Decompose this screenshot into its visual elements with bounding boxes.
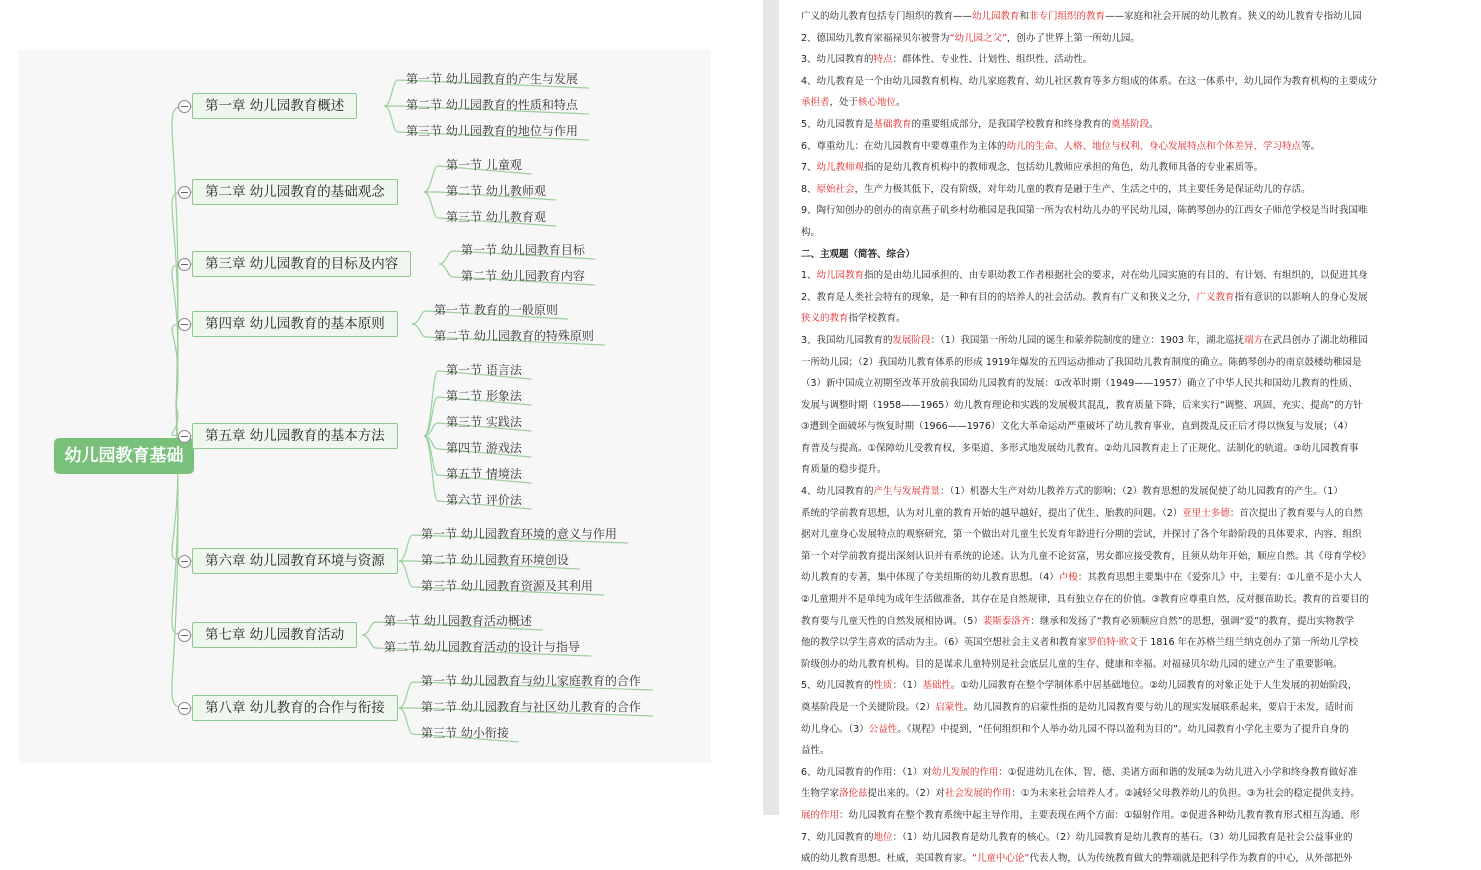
document-text-run: 3、我国幼儿园教育的 (801, 334, 893, 346)
section-node[interactable]: 第二节 幼儿园教育环境创设 (421, 553, 569, 567)
section-node[interactable]: 第二节 幼儿园教育与社区幼儿教育的合作 (421, 700, 641, 714)
document-line (801, 416, 1481, 438)
document-text-run: 育普及与提高。①保障幼儿受教育权，多渠道、多形式地发展幼儿教育。②幼儿园教育走上了正规化、法制化的轨道。③幼儿园教育事 (801, 442, 1359, 454)
document-text-run: 第一个对学前教育提出深刻认识并有系统的论述。认为儿童不论贫富，男女都应接受教育，且须从幼年开始，顺应自然。其《母育学校》 (801, 550, 1372, 562)
section-node[interactable]: 第三节 幼小衔接 (421, 726, 509, 740)
document-text-run: 6、尊重幼儿：在幼儿园教育中要尊重作为主体的 (801, 140, 1007, 152)
highlighted-term: 发展阶段 (892, 334, 931, 346)
document-text-run: 指的是幼儿教育机构中的教师观念，包括幼儿教师应承担的角色，幼儿教师具备的专业素质等。 (864, 162, 1264, 174)
highlighted-term: 幼儿的生命、人格、地位与权利、身心发展特点和个体差异、学习特点 (1006, 140, 1302, 152)
document-text-run: 4、幼儿教育是一个由幼儿园教育机构、幼儿家庭教育、幼儿社区教育等多方组成的体系。在这一体系中，幼儿园作为教育机构的主要成分 (801, 75, 1378, 87)
mindmap-panel (0, 0, 763, 815)
document-text-run: ，处于 (829, 97, 859, 109)
document-text-run: 6、幼儿园教育的作用：（1）对 (801, 766, 932, 778)
document-text-run: ：幼儿园教育在整个教育系统中起主导作用，主要表现在两个方面：①辐射作用。②促进各种幼儿教育教育形式相互沟通、形 (839, 809, 1360, 821)
section-node[interactable]: 第一节 幼儿园教育活动概述 (384, 614, 532, 628)
document-text-run: 。 (896, 97, 906, 109)
highlighted-term: 亚里士多德 (1182, 507, 1230, 519)
collapse-toggle-icon[interactable] (178, 258, 191, 271)
highlighted-term: 幼儿园教育 (816, 270, 865, 282)
section-node[interactable]: 第二节 幼儿园教育的特殊原则 (434, 329, 594, 343)
document-line (801, 330, 1481, 352)
section-node[interactable]: 第二节 形象法 (446, 389, 522, 403)
document-text-run: ②儿童期并不是单纯为成年生活做准备，其存在是自然规律，具有独立存在的价值。③教育应尊重自然，反对揠苗助长。教育的首要目的 (801, 594, 1370, 606)
highlighted-term: 产生与发展背景 (873, 486, 941, 498)
document-text-run: ，生产力极其低下，没有阶级，对年幼儿童的教育是融于生产、生活之中的，其主要任务是保证幼儿的存活。 (854, 183, 1311, 195)
document-line (801, 6, 1481, 28)
highlighted-term: 启蒙性 (935, 702, 964, 713)
collapse-toggle-icon[interactable] (178, 430, 191, 443)
document-line (801, 265, 1481, 287)
highlighted-term: 地位 (873, 831, 893, 843)
document-text-run: ：首次提出了教育要与人的自然 (1229, 507, 1363, 519)
document-line (801, 697, 1481, 719)
highlighted-term: 洛伦兹 (839, 788, 868, 800)
document-text-run: 9、陶行知创办的创办的南京燕子矶乡村幼稚园是我国第一所为农村幼儿办的平民幼儿园，陈鹤琴创办的江西女子师范学校是当时我国唯 (801, 205, 1368, 217)
section-node[interactable]: 第一节 儿童观 (446, 158, 522, 172)
section-node[interactable]: 第二节 幼儿教师观 (446, 184, 546, 198)
section-node[interactable]: 第二节 幼儿园教育内容 (461, 269, 585, 283)
chapter-node[interactable]: 第七章 幼儿园教育活动 (192, 622, 357, 648)
document-line (801, 719, 1481, 741)
document-line (801, 71, 1481, 93)
highlighted-term: 特点 (873, 54, 893, 66)
collapse-toggle-icon[interactable] (178, 629, 191, 642)
section-node[interactable]: 第二节 幼儿园教育活动的设计与指导 (384, 640, 580, 654)
document-text-run: 指有意识的以影响人的身心发展 (1234, 291, 1368, 303)
document-text-run: 教育要与儿童天性的自然发展相协调。（5） (801, 615, 983, 627)
document-text-run: 5、幼儿园教育是 (801, 118, 874, 130)
document-line (801, 244, 1481, 266)
document-line (801, 567, 1481, 589)
mindmap-root-node[interactable]: 幼儿园教育基础 (54, 438, 194, 474)
document-line (801, 524, 1481, 546)
document-text-run: 7、 (801, 162, 817, 174)
document-text-run: 的重要组成部分，是我国学校教育和终身教育的 (911, 118, 1112, 130)
document-text-run: ：（1） (892, 680, 923, 692)
section-node[interactable]: 第三节 幼儿园教育的地位与作用 (406, 124, 578, 138)
highlighted-term: 原始社会 (816, 183, 855, 195)
document-text-run: 4、幼儿园教育的 (801, 486, 874, 498)
highlighted-term: 展的作用 (801, 809, 840, 821)
document-text-run: ：群体性、专业性、计划性、组织性、活动性。 (892, 54, 1093, 66)
document-line (801, 632, 1481, 654)
section-node[interactable]: 第四节 游戏法 (446, 441, 522, 455)
document-text-run: 生物学家 (801, 788, 840, 800)
section-node[interactable]: 第一节 幼儿园教育与幼儿家庭教育的合作 (421, 674, 641, 688)
section-node[interactable]: 第一节 教育的一般原则 (434, 303, 558, 317)
collapse-toggle-icon[interactable] (178, 100, 191, 113)
document-line (801, 49, 1481, 71)
document-text-run: 。 (1149, 118, 1159, 130)
panel-divider (763, 0, 779, 815)
document-line (801, 92, 1481, 114)
document-text-run: 指学校教育。 (848, 313, 906, 325)
mindmap-canvas[interactable] (18, 50, 711, 763)
document-text-run: 2、德国幼儿教育家福禄贝尔被誉为 (801, 32, 950, 44)
chapter-node[interactable]: 第六章 幼儿园教育环境与资源 (192, 548, 398, 574)
highlighted-term: 基础性 (922, 680, 951, 692)
document-text-run: 益性。 (801, 745, 830, 757)
document-text-run: 威的幼儿教育思想。杜威，美国教育家。 (801, 853, 973, 865)
highlighted-term: 公益性 (868, 723, 898, 735)
section-node[interactable]: 第五节 情境法 (446, 467, 522, 481)
document-line (801, 848, 1481, 870)
section-node[interactable]: 第一节 语言法 (446, 363, 522, 377)
chapter-node[interactable]: 第三章 幼儿园教育的目标及内容 (192, 251, 411, 277)
mindmap-connectors (18, 50, 711, 763)
document-text-run: ：①为未来社会培养人才。②减轻父母教养幼儿的负担。③为社会的稳定提供支持。 (1011, 788, 1360, 800)
document-line (801, 222, 1481, 244)
highlighted-term: 幼儿发展的作用 (931, 766, 999, 778)
document-text-run: ：①促进幼儿在体、智、德、美诸方面和谐的发展②为幼儿进入小学和终身教育做好准 (998, 766, 1358, 778)
document-text-run: 二、主观题（简答、综合） (801, 248, 916, 260)
document-text-run: 和 (1019, 11, 1030, 22)
document-line (801, 200, 1481, 222)
chapter-node[interactable]: 第八章 幼儿教育的合作与衔接 (192, 695, 398, 721)
highlighted-term: 狭义的教育 (801, 313, 849, 325)
document-line (801, 827, 1481, 849)
document-line (801, 740, 1481, 762)
document-text-run: ——家庭和社会开展的幼儿教育。狭义的幼儿教育专指幼儿园 (1105, 11, 1362, 22)
section-node[interactable]: 第一节 幼儿园教育目标 (461, 243, 585, 257)
document-line (801, 675, 1481, 697)
collapse-toggle-icon[interactable] (178, 318, 191, 331)
document-line (801, 546, 1481, 568)
highlighted-term: 非专门组织的教育 (1029, 11, 1106, 22)
highlighted-term: 社会发展的作用 (944, 788, 1012, 800)
document-text-run: 等。 (1301, 140, 1321, 152)
document-text-run: 阶级创办的幼儿教育机构。目的是谋求儿童特别是社会底层儿童的生存、健康和幸福。对福禄贝尔幼儿园的建立产生了重要影响。 (801, 658, 1343, 670)
document-text-run: 发展与调整时期（1958——1965）幼儿教育理论和实践的发展极其混乱，教育质量下降，后来实行“调整、巩固、充实、提高”的方针 (801, 399, 1363, 411)
document-text-run: 于 1816 年在苏格兰纽兰纳克创办了第一所幼儿学校 (1137, 637, 1359, 649)
document-text-run: 幼儿教育的专著，集中体现了夸美纽斯的幼儿教育思想。（4） (801, 572, 1059, 584)
document-text-run: （3）新中国成立初期至改革开放前我国幼儿园教育的发展：①改革时期（1949——1957）确立了中华人民共和国幼儿教育的性质、 (801, 378, 1358, 390)
document-panel[interactable] (779, 0, 1417, 865)
highlighted-term: 核心地位 (858, 97, 897, 109)
document-line (801, 136, 1481, 158)
document-text-run: 据对儿童身心发展特点的观察研究，第一个做出对儿童生长发育年龄进行分期的尝试，并探讨了各个年龄阶段的具体要求、内容、组织 (801, 529, 1362, 541)
document-text-run: 一所幼儿园；（2）我国幼儿教育体系的形成 1919年爆发的五四运动推动了我国幼儿教育制度的确立。陈鹤琴创办的南京鼓楼幼稚园是 (801, 356, 1362, 368)
document-text-run: 他的教学以学生喜欢的活动为主。（6）英国空想社会主义者和教育家 (801, 637, 1088, 649)
document-line (801, 395, 1481, 417)
document-line (801, 762, 1481, 784)
document-line (801, 503, 1481, 525)
document-text-run: 构。 (801, 226, 821, 238)
highlighted-term: 幼儿教师观 (816, 162, 865, 174)
highlighted-term: 广义教育 (1196, 291, 1235, 303)
collapse-toggle-icon[interactable] (178, 186, 191, 199)
document-text-run: 5、幼儿园教育的 (801, 680, 874, 692)
chapter-node[interactable]: 第一章 幼儿园教育概述 (192, 93, 357, 119)
document-text-run: 7、幼儿园教育的 (801, 831, 874, 843)
document-text-run: 育质量的稳步提升。 (801, 464, 887, 476)
chapter-node[interactable]: 第四章 幼儿园教育的基本原则 (192, 311, 398, 337)
collapse-toggle-icon[interactable] (178, 702, 191, 715)
document-text-run: ，创办了世界上第一所幼儿园。 (1006, 32, 1140, 44)
document-text-run: 1、 (801, 270, 817, 282)
collapse-toggle-icon[interactable] (178, 555, 191, 568)
highlighted-term: “幼儿园之父” (949, 32, 1007, 44)
document-line (801, 352, 1481, 374)
document-text-run: 指的是由幼儿园承担的、由专职幼教工作者根据社会的要求，对在幼儿园实施的有目的、有计划、有组织的，以促进其身 (864, 270, 1368, 282)
document-text-run: 提出来的。（2）对 (867, 788, 945, 800)
document-line (801, 589, 1481, 611)
section-node[interactable]: 第一节 幼儿园教育环境的意义与作用 (421, 527, 617, 541)
document-line (801, 481, 1481, 503)
document-text-run: 系统的学前教育思想，认为对儿童的教育开始的越早越好，提出了优生、胎教的问题。（2） (801, 507, 1183, 519)
highlighted-term: “儿童中心论” (972, 853, 1030, 865)
document-text-run: ：（1）我国第一所幼儿园的诞生和蒙养院制度的建立：1903 年，湖北巡抚 (930, 334, 1245, 346)
document-text-run: ：（1）机器大生产对幼儿教养方式的影响；（2）教育思想的发展促使了幼儿园教育的产生。（1） (940, 486, 1343, 498)
section-node[interactable]: 第二节 幼儿园教育的性质和特点 (406, 98, 578, 112)
document-line (801, 287, 1481, 309)
document-text-run: 幼儿身心。（3） (801, 723, 869, 735)
highlighted-term: 端方 (1244, 334, 1264, 346)
document-line (801, 611, 1481, 633)
document-line (801, 654, 1481, 676)
document-text-run: 。幼儿园教育的启蒙性指的是幼儿园教育要与幼儿的现实发展联系起来，要启于未发，适时而 (963, 702, 1354, 713)
document-text-run: 代表人物，认为传统教育做大的弊端就是把科学作为教育的中心，从外部把外 (1029, 853, 1353, 865)
section-node[interactable]: 第三节 实践法 (446, 415, 522, 429)
document-text-run: 。《规程》中提到，“任何组织和个人举办幼儿园不得以盈利为目的”。幼儿园教育小学化主要为了提升自身的 (897, 723, 1349, 735)
section-node[interactable]: 第三节 幼儿教育观 (446, 210, 546, 224)
chapter-node[interactable]: 第五章 幼儿园教育的基本方法 (192, 423, 398, 449)
section-node[interactable]: 第一节 幼儿园教育的产生与发展 (406, 72, 578, 86)
highlighted-term: 罗伯特·欧文 (1087, 637, 1138, 649)
document-line (801, 28, 1481, 50)
document-text-run: ：继承和发扬了“教育必须顺应自然”的思想，强调“爱”的教育，提出实物教学 (1030, 615, 1354, 627)
highlighted-term: 幼儿园教育 (972, 11, 1020, 22)
document-text-run: ：（1）幼儿园教育是幼儿教育的核心。（2）幼儿园教育是幼儿教育的基石。（3）幼儿园教育是社会公益事业的 (892, 831, 1353, 843)
document-text-run: 8、 (801, 183, 817, 195)
document-line (801, 157, 1481, 179)
highlighted-term: 承担者 (801, 97, 830, 109)
highlighted-term: 卢梭 (1058, 572, 1078, 584)
document-line (801, 114, 1481, 136)
document-text-run: 3、幼儿园教育的 (801, 54, 874, 66)
document-line (801, 373, 1481, 395)
document-line (801, 805, 1481, 827)
document-line (801, 438, 1481, 460)
document-text-run: 奠基阶段是一个关键阶段。（2） (801, 702, 936, 713)
document-line (801, 308, 1481, 330)
document-text-run: 广义的幼儿教育包括专门组织的教育—— (801, 11, 973, 22)
document-text-run: ：其教育思想主要集中在《爱弥儿》中，主要有：①儿童不是小大人 (1077, 572, 1362, 584)
document-text-run: 2、教育是人类社会特有的现象，是一种有目的的培养人的社会活动。教育有广义和狭义之分， (801, 291, 1197, 303)
document-text-run: 。①幼儿园教育在整个学制体系中居基础地位。②幼儿园教育的对象正处于人生发展的初始阶段， (950, 680, 1358, 692)
document-line (801, 179, 1481, 201)
document-line (801, 783, 1481, 805)
chapter-node[interactable]: 第二章 幼儿园教育的基础观念 (192, 179, 398, 205)
document-text-run: 在武昌创办了湖北幼稚园 (1263, 334, 1368, 346)
highlighted-term: 性质 (873, 680, 893, 692)
document-line (801, 459, 1481, 481)
document-text (801, 6, 1481, 870)
highlighted-term: 基础教育 (873, 118, 912, 130)
section-node[interactable]: 第三节 幼儿园教育资源及其利用 (421, 579, 593, 593)
document-text-run: ③遭到全面破坏与恢复时期（1966——1976）文化大革命运动严重破坏了幼儿教育事业，直到拨乱反正后才得以恢复与发展；（4） (801, 421, 1354, 433)
section-node[interactable]: 第六节 评价法 (446, 493, 522, 507)
highlighted-term: 裴斯泰洛齐 (982, 615, 1031, 627)
highlighted-term: 奠基阶段 (1111, 118, 1150, 130)
